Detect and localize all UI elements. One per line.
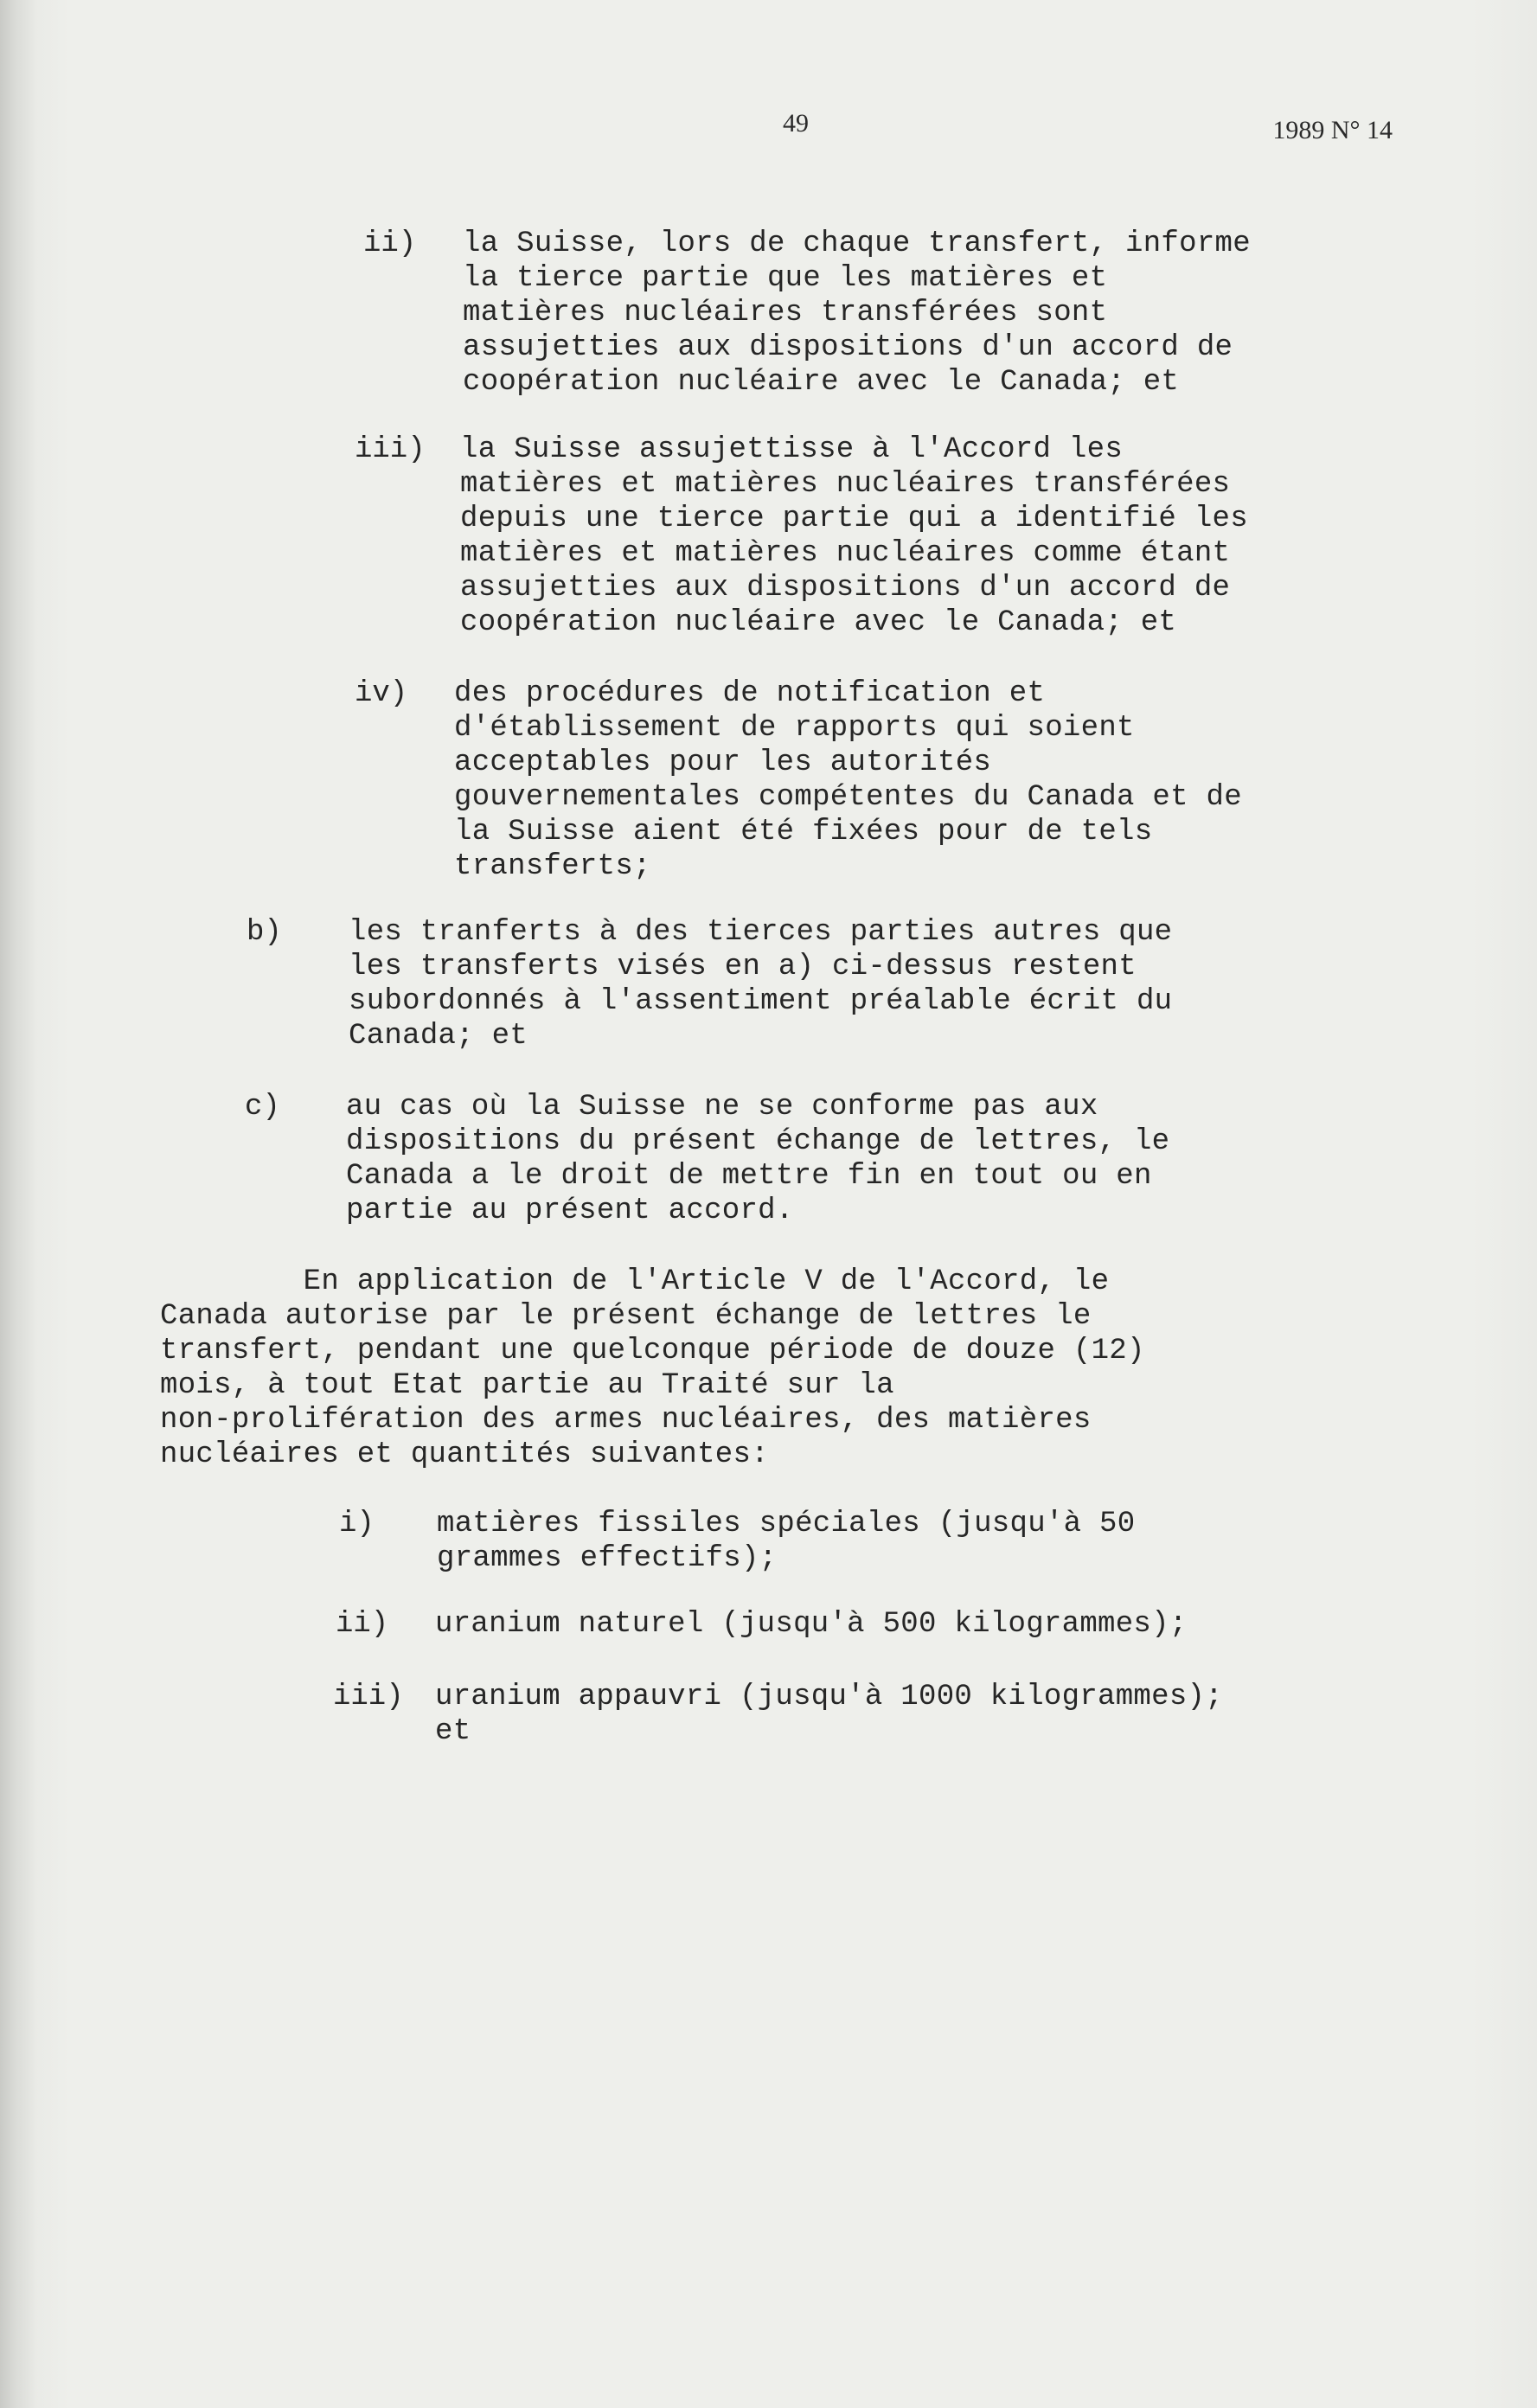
item-text: matières fissiles spéciales (jusqu'à 50 grammes effectifs); <box>437 1508 1136 1575</box>
item-text: les tranferts à des tierces parties autres que les transferts visés en a) ci-dessus restent subordonnés à l'assentiment préalable écrit du Canada; et <box>349 916 1173 1053</box>
item-text: au cas où la Suisse ne se conforme pas aux dispositions du présent échange de lettres, le Canada a le droit de mettre fin en tout ou en partie au présent accord. <box>346 1091 1170 1227</box>
item-marker: iii) <box>333 1681 404 1713</box>
item-text: uranium appauvri (jusqu'à 1000 kilogrammes); et <box>435 1681 1223 1748</box>
item-marker: i) <box>339 1508 375 1540</box>
item-marker: c) <box>245 1091 280 1124</box>
item-marker: b) <box>247 916 282 949</box>
item-marker: ii) <box>336 1608 389 1641</box>
body-paragraph: En application de l'Article V de l'Accord, le Canada autorise par le présent échange de lettres le transfert, pendant une quelconque période de douze (12) mois, à tout Etat partie au Traité sur la non-prolifération des armes nucléaires, des matières nucléaires et quantités suivantes: <box>160 1265 1145 1471</box>
page-number: 49 <box>783 109 809 138</box>
item-marker: iii) <box>355 433 426 466</box>
item-text: la Suisse assujettisse à l'Accord les matières et matières nucléaires transférées depuis une tierce partie qui a identifié les matières et matières nucléaires comme étant assujetties aux dispositions d'un accord de coopération nucléaire avec le Canada; et <box>460 433 1248 639</box>
gazette-reference: 1989 N° 14 <box>1272 116 1393 144</box>
item-marker: ii) <box>363 227 417 260</box>
item-text: des procédures de notification et d'établissement de rapports qui soient acceptables pour les autorités gouvernementales compétentes du Canada et de la Suisse aient été fixées pour de tels transferts; <box>454 677 1242 883</box>
item-marker: iv) <box>355 677 408 710</box>
item-text: la Suisse, lors de chaque transfert, informe la tierce partie que les matières et matières nucléaires transférées sont assujetties aux dispositions d'un accord de coopération nucléaire avec le Canada; et <box>463 227 1251 399</box>
binding-edge <box>0 0 36 2408</box>
item-text: uranium naturel (jusqu'à 500 kilogrammes); <box>435 1608 1188 1641</box>
